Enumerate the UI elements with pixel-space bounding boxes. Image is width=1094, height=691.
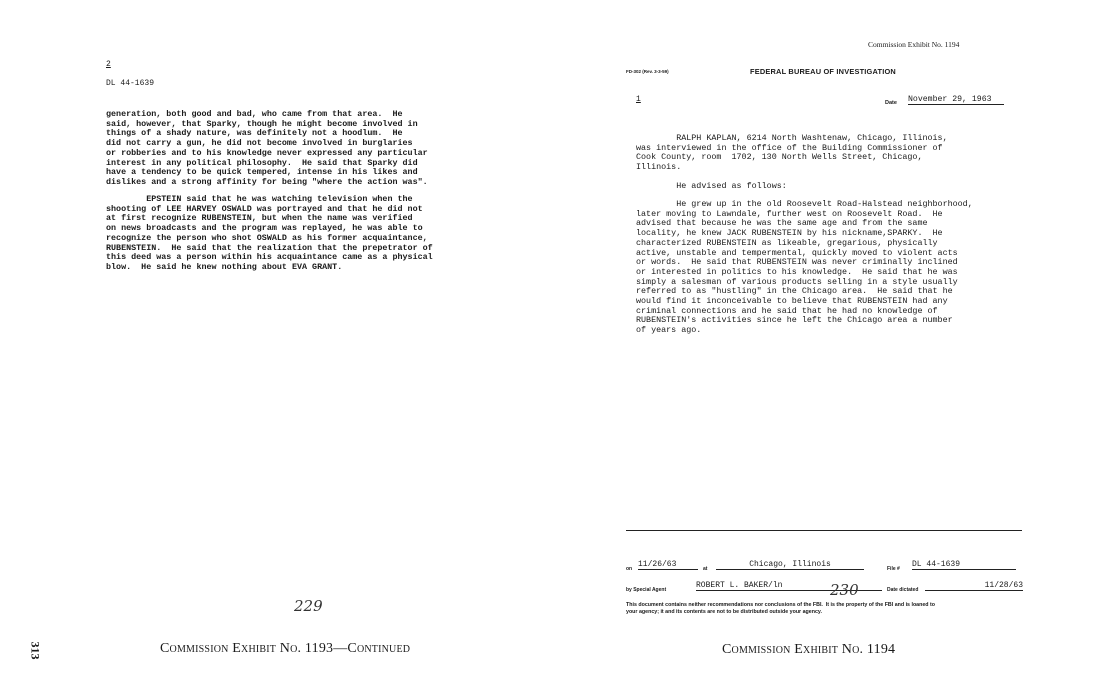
dictated-value: 11/28/63	[925, 581, 1023, 591]
agent-label: by Special Agent	[626, 587, 667, 593]
left-file-number: DL 44-1639	[106, 79, 155, 88]
exhibit-stamp: Commission Exhibit No. 1194	[868, 40, 960, 49]
right-paragraph-3: He grew up in the old Roosevelt Road-Halstead neighborhood, later moving to Lawndale, further west on Roosevelt Road. He advised that because he was the same age and from the same locality, he knew JACK RUBENSTEIN by his nickname,SPARKY. He characterized RUBENSTEIN as likeable, gregarious, physically active, unstable and tempermental, quickly moved to violent acts or words. He said that RUBENSTEIN was never criminally inclined or interested in politics to his knowledge. He said that he was simply a salesman of various products selling in a style usually referred to as "hustling" in the Chicago area. He said that he would find it inconceivable to believe that RUBENSTEIN had any criminal connections and he said that he had no knowledge of RUBENSTEIN's activities since he left the Chicago area a number of years ago.	[636, 199, 973, 336]
at-value: Chicago, Illinois	[716, 560, 864, 570]
left-paragraph-1: generation, both good and bad, who came from that area. He said, however, that Sparky, though he might become involved in things of a shady nature, was definitely not a hoodlum. He did not carry a gun, he did not become involved in burglaries or robberies and to his knowledge never expressed any particular interest in any political philosophy. He said that Sparky did have a tendency to be quick tempered, intense in his likes and dislikes and a strong affinity for being "where the action was".	[106, 109, 428, 187]
file-label: File #	[887, 566, 900, 572]
date-label: Date	[885, 100, 897, 106]
dictated-label: Date dictated	[887, 587, 919, 593]
right-paragraph-2: He advised as follows:	[636, 181, 787, 191]
right-page-number: 1	[636, 95, 641, 104]
right-paragraph-1: RALPH KAPLAN, 6214 North Washtenaw, Chicago, Illinois, was interviewed in the office of the Building Commissioner of Cook County, room 1702, 130 North Wells Street, Chicago, Illinois.	[636, 133, 948, 173]
agency-heading: FEDERAL BUREAU OF INVESTIGATION	[750, 67, 896, 76]
left-handwritten-page-number: 229	[294, 597, 323, 615]
file-value: DL 44-1639	[912, 560, 1016, 570]
form-number: FD-302 (Rev. 3-3-59)	[626, 69, 669, 74]
right-exhibit-caption: Commission Exhibit No. 1194	[722, 642, 896, 657]
fbi-disclaimer: This document contains neither recommendations nor conclusions of the FBI. It is the property of the FBI and is loaned to your agency; it and its contents are not to be distributed outside your agency.	[626, 602, 936, 615]
on-value: 11/26/63	[638, 560, 698, 570]
agent-value: ROBERT L. BAKER/ln	[696, 581, 882, 591]
on-label: on	[626, 566, 633, 572]
margin-page-number: 313	[28, 641, 43, 660]
at-label: at	[703, 566, 708, 572]
left-paragraph-2: EPSTEIN said that he was watching television when the shooting of LEE HARVEY OSWALD was portrayed and that he did not at first recognize RUBENSTEIN, but when the name was verified on news broadcasts and the program was replayed, he was able to recognize the person who shot OSWALD as his former acquaintance, RUBENSTEIN. He said that the realization that the prepetrator of this deed was a person within his acquaintance came as a physical blow. He said he knew nothing about EVA GRANT.	[106, 194, 433, 272]
right-handwritten-page-number: 230	[830, 581, 859, 599]
left-exhibit-caption: Commission Exhibit No. 1193—Continued	[160, 641, 411, 656]
footer-divider	[626, 530, 1022, 531]
date-value: November 29, 1963	[908, 95, 1004, 105]
left-page-number: 2	[106, 60, 111, 69]
